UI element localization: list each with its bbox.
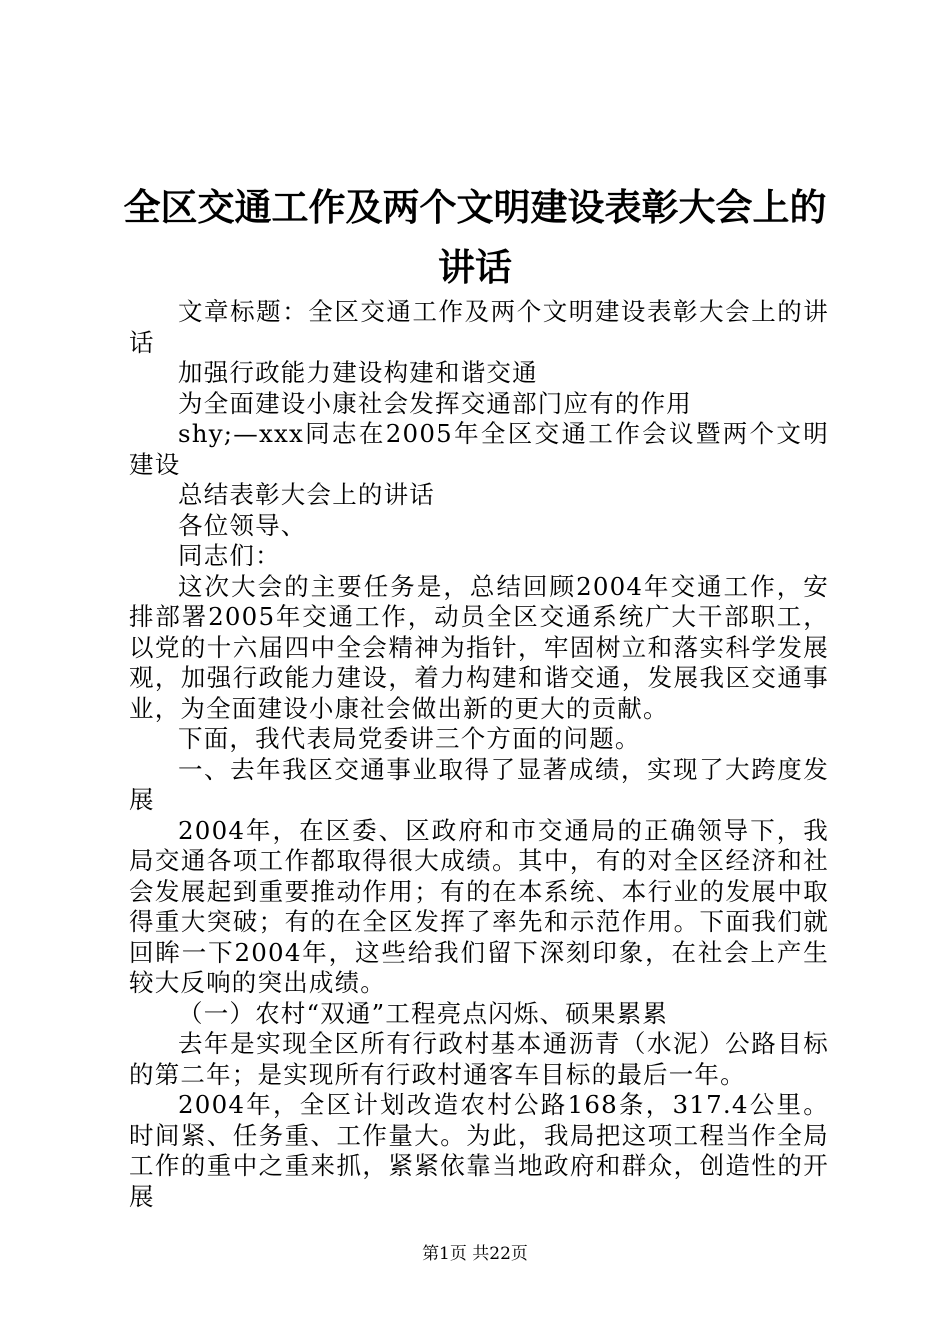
subtitle-line-1: 加强行政能力建设构建和谐交通 — [178, 358, 538, 387]
speaker-line: shy;—xxx同志在2005年全区交通工作会议暨两个文明建设 — [129, 419, 829, 479]
body-paragraph: 2004年，在区委、区政府和市交通局的正确领导下，我局交通各项工作都取得很大成绩。其中，有的对全区经济和社会发展起到重要推动作用；有的在本系统、本行业的发展中取得重大突破；有的在全区发挥了率先和示范作用。下面我们就回眸一下2004年，这些给我们留下深刻印象，在社会上产生较大反响的突出成绩。 — [129, 815, 829, 997]
document-body — [129, 297, 829, 1212]
section-heading: 一、去年我区交通事业取得了显著成绩，实现了大跨度发展 — [129, 754, 829, 814]
body-paragraph: 去年是实现全区所有行政村基本通沥青（水泥）公路目标的第二年；是实现所有行政村通客车目标的最后一年。 — [129, 1029, 829, 1089]
document-title: 全区交通工作及两个文明建设表彰大会上的讲话 — [123, 186, 827, 289]
subtitle-line-2: 为全面建设小康社会发挥交通部门应有的作用 — [178, 388, 692, 418]
body-paragraph: 2004年，全区计划改造农村公路168条，317.4公里。时间紧、任务重、工作量大。为此，我局把这项工程当作全局工作的重中之重来抓，紧紧依靠当地政府和群众，创造性的开展 — [129, 1090, 829, 1211]
subsection-heading: （一）农村“双通”工程亮点闪烁、硕果累累 — [178, 998, 669, 1028]
body-paragraph: 下面，我代表局党委讲三个方面的问题。 — [178, 724, 641, 753]
speech-occasion-line: 总结表彰大会上的讲话 — [178, 480, 435, 509]
salutation-leaders: 各位领导、 — [178, 510, 307, 540]
page-number-footer: 第1页 共22页 — [422, 1244, 528, 1264]
article-title-line: 文章标题：全区交通工作及两个文明建设表彰大会上的讲话 — [129, 297, 829, 357]
salutation-comrades: 同志们： — [178, 541, 281, 570]
body-paragraph: 这次大会的主要任务是，总结回顾2004年交通工作，安排部署2005年交通工作，动员全区交通系统广大干部职工，以党的十六届四中全会精神为指针，牢固树立和落实科学发展观，加强行政能力建设，着力构建和谐交通，发展我区交通事业，为全面建设小康社会做出新的更大的贡献。 — [129, 571, 829, 723]
